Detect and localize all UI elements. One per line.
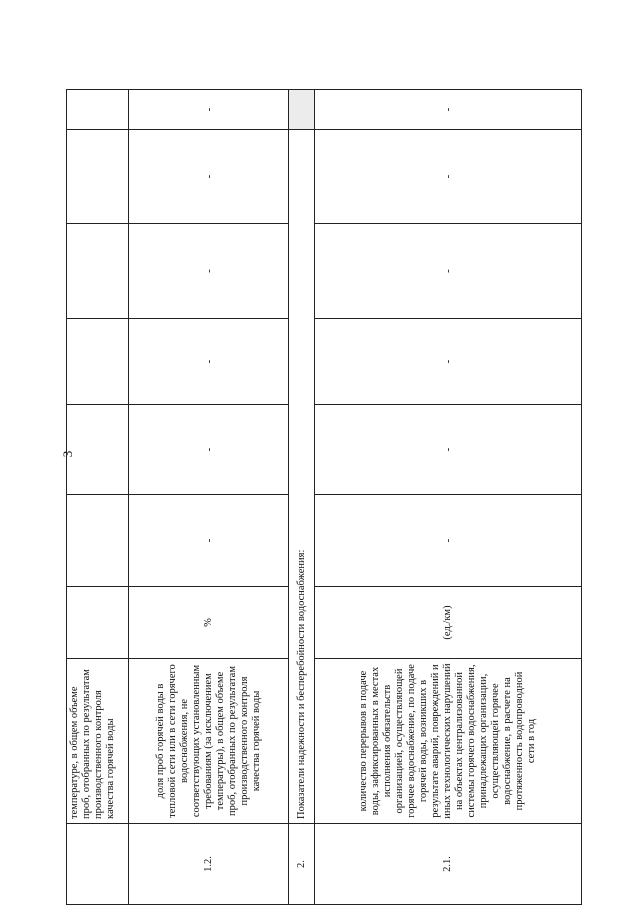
rotated-table bbox=[66, 90, 581, 905]
value-cell: - bbox=[129, 495, 289, 587]
value-cell: - bbox=[129, 90, 289, 130]
unit-cell bbox=[67, 587, 129, 659]
section-row bbox=[289, 90, 315, 905]
table-container bbox=[66, 90, 581, 905]
value-cell: - bbox=[315, 405, 582, 495]
indicator-name-cell: температуре, в общем объеме проб, отобранных по результатам производственного контроля качества горячей воды bbox=[67, 659, 129, 824]
table-row bbox=[129, 90, 289, 905]
indicator-name-cell: доля проб горячей воды в тепловой сети или в сети горячего водоснабжения, не соответствующих установленным требованиям (за исключением температуры), в общем объеме проб, отобранных по результатам производственного контроля качества горячей воды bbox=[129, 659, 289, 824]
value-cell: - bbox=[315, 130, 582, 224]
section-number-cell: 2. bbox=[289, 824, 315, 905]
value-cell: - bbox=[315, 90, 582, 130]
value-cell bbox=[67, 130, 129, 224]
value-cell bbox=[67, 90, 129, 130]
row-number-cell: 1.2. bbox=[129, 824, 289, 905]
value-cell bbox=[67, 224, 129, 319]
row-number-cell bbox=[67, 824, 129, 905]
value-cell: - bbox=[315, 495, 582, 587]
unit-cell: (ед./км) bbox=[315, 587, 582, 659]
table-row bbox=[315, 90, 582, 905]
value-cell bbox=[67, 405, 129, 495]
value-cell: - bbox=[315, 224, 582, 319]
table-row bbox=[67, 90, 129, 905]
page-number: 3 bbox=[60, 450, 75, 458]
value-cell bbox=[67, 495, 129, 587]
row-number-cell: 2.1. bbox=[315, 824, 582, 905]
indicator-name-cell: количество перерывов в подаче воды, зафиксированных в местах исполнения обязательств организацией, осуществляющей горячее водоснабжение, по подаче горячей воды, возникших в результате аварий, повреждений и иных технологических нарушений на объектах централизованной системы горячего водоснабжения, принадлежащих организации, осуществляющей горячее водоснабжение, в расчете на протяженность водопроводной сети в год bbox=[315, 659, 582, 824]
unit-cell: % bbox=[129, 587, 289, 659]
value-cell: - bbox=[315, 319, 582, 405]
indicators-table bbox=[66, 89, 582, 905]
value-cell: - bbox=[129, 224, 289, 319]
value-cell bbox=[67, 319, 129, 405]
value-cell: - bbox=[129, 405, 289, 495]
section-title-cell: Показатели надежности и бесперебойности водоснабжения: bbox=[289, 130, 315, 824]
section-fill-cell bbox=[289, 90, 315, 130]
value-cell: - bbox=[129, 130, 289, 224]
value-cell: - bbox=[129, 319, 289, 405]
